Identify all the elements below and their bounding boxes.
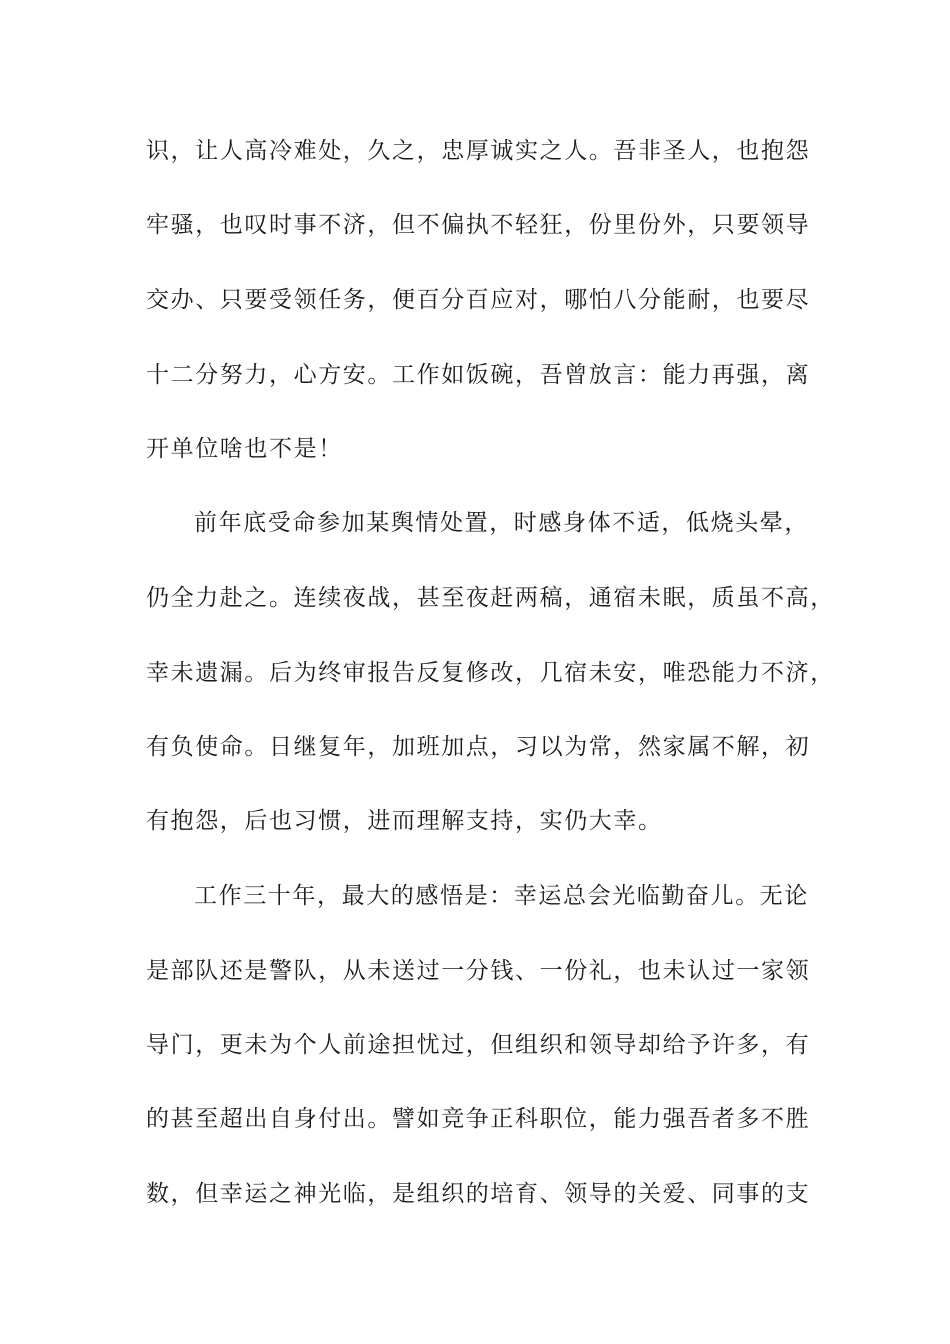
paragraph-first-line: 前年底受命参加某舆情处置，时感身体不适，低烧头晕，: [194, 510, 809, 536]
text-line: 有抱怨，后也习惯，进而理解支持，实仍大幸。: [146, 808, 663, 834]
text-line: 仍全力赴之。连续夜战，甚至夜赶两稿，通宿未眠，质虽不高，: [146, 585, 835, 611]
text-line: 开单位啥也不是！: [146, 436, 343, 462]
text-line: 有负使命。日继复年，加班加点，习以为常，然家属不解，初: [146, 734, 811, 760]
text-line: 的甚至超出自身付出。譬如竞争正科职位，能力强吾者多不胜: [146, 1106, 811, 1132]
paragraph-first-line: 工作三十年，最大的感悟是：幸运总会光临勤奋儿。无论: [194, 883, 809, 909]
text-line: 交办、只要受领任务，便百分百应对，哪怕八分能耐，也要尽: [146, 287, 811, 313]
text-line: 识，让人高冷难处，久之，忠厚诚实之人。吾非圣人，也抱怨: [146, 138, 811, 164]
text-line: 导门，更未为个人前途担忧过，但组织和领导却给予许多，有: [146, 1032, 811, 1058]
text-line: 幸未遗漏。后为终审报告反复修改，几宿未安，唯恐能力不济，: [146, 660, 835, 686]
text-line: 十二分努力，心方安。工作如饭碗，吾曾放言：能力再强，离: [146, 362, 811, 388]
text-line: 数，但幸运之神光临，是组织的培育、领导的关爱、同事的支: [146, 1181, 811, 1207]
text-line: 牢骚，也叹时事不济，但不偏执不轻狂，份里份外，只要领导: [146, 212, 811, 238]
text-line: 是部队还是警队，从未送过一分钱、一份礼，也未认过一家领: [146, 958, 811, 984]
